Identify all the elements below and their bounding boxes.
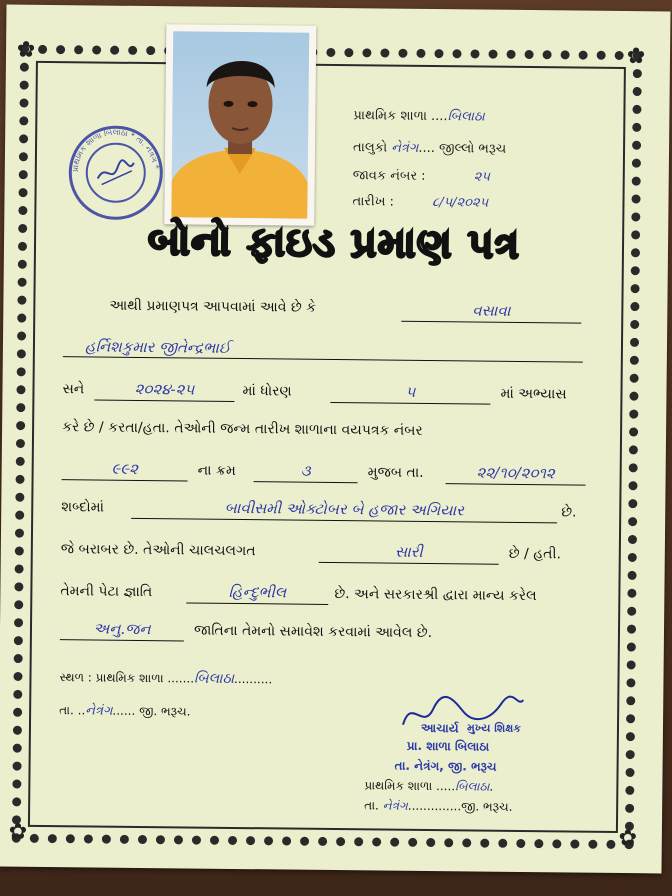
student-photo-image [171, 31, 309, 218]
district-text: .... જીલ્લો ભરૂચ [418, 140, 507, 157]
category-value: અનુ.જન [60, 617, 184, 641]
year-prefix: સને [62, 381, 85, 398]
place-label: સ્થળ : પ્રાથમિક શાળા ....... [59, 670, 195, 686]
student-photo [164, 24, 316, 226]
caste-value: હિન્દુભીલ [186, 580, 328, 604]
certificate-paper [0, 5, 670, 874]
conduct-end: છે / હતી. [508, 545, 562, 563]
stamp-taluka: તા. નેત્રંગ, જી. ભરૂચ [394, 758, 497, 774]
seal-signature-icon [87, 144, 144, 201]
taluka-label: તાલુકો [352, 140, 388, 156]
studying-text: માં અભ્યાસ [500, 385, 567, 403]
words-end: છે. [561, 504, 577, 521]
date-field [352, 194, 488, 210]
in-words-label: શબ્દોમાં [61, 499, 105, 516]
student-name-value: હર્નિશકુમાર જીતેન્દ્રભાઈ [63, 335, 583, 362]
dob-value: ૨૨/૧૦/૨૦૧૨ [446, 461, 586, 485]
stamp-school: પ્રા. શાળા બિલાઠા [406, 738, 490, 754]
seal-ring-text: પ્રાથમિક શાળા બિલાઠા * તા. નેત્રંગ * [70, 127, 161, 173]
seal-inner-ring [85, 142, 146, 203]
school-name-field [353, 108, 485, 124]
standard-label: માં ધોરણ [242, 383, 292, 400]
footer-ta-end: ...... જી. ભરૂચ. [112, 703, 191, 719]
date-label: તારીખ : [352, 194, 395, 210]
place-field: સ્થળ : પ્રાથમિક શાળા .......બિલાઠા.......... [59, 670, 273, 687]
stamp-ta-line-end: ..............જી. ભરૂચ. [407, 798, 513, 814]
serial-label: ના ક્રમ [197, 462, 236, 479]
flower-ornament-icon: ✿ [16, 37, 36, 63]
caste-label: તેમની પેટા જ્ઞાતિ [60, 583, 153, 601]
stamp-school-line: પ્રાથમિક શાળા .....બિલાઠા. [364, 778, 494, 794]
outward-value: ૨૫ [473, 169, 491, 185]
flower-ornament-icon: ✿ [8, 819, 28, 845]
category-end-text: જાતિના તેમનો સમાવેશ કરવામાં આવેલ છે. [193, 622, 433, 642]
serial-value: ૩ [254, 459, 358, 483]
stamp-ta-line-value: નેત્રંગ [382, 798, 408, 813]
principal-signature: આચાર્ય [420, 720, 459, 736]
footer-ta-value: નેત્રંગ [85, 703, 113, 719]
school-seal [68, 125, 163, 220]
date-value: ૮/૫/૨૦૨૫ [431, 195, 489, 211]
surname-value: વસાવા [401, 299, 581, 324]
certificate-title: બોનો ફાઇડ પ્રમાણ પત્ર [147, 218, 521, 268]
attendance-text: કરે છે / કરતા/હતા. તેઓની જન્મ તારીખ શાળાના વયપત્રક નંબર [62, 419, 423, 439]
place-value: બિલાઠા [193, 670, 235, 687]
dob-words-value: બાવીસમી ઓક્ટોબર બે હજાર અગિયાર [131, 496, 557, 523]
flower-ornament-icon: ✿ [626, 44, 646, 70]
conduct-value: સારી [319, 540, 499, 565]
school-label: પ્રાથમિક શાળા .... [353, 108, 448, 125]
register-number-value: ૯૯૨ [62, 457, 188, 481]
conduct-label: જે બરાબર છે. તેઓની ચાલચલગત [60, 541, 256, 560]
school-value: બિલાઠા [447, 109, 485, 125]
outward-number-field [353, 168, 490, 184]
outward-label: જાવક નંબર : [352, 168, 426, 184]
standard-value: ૫ [330, 380, 490, 405]
academic-year-value: ૨૦૨૪-૨૫ [94, 377, 234, 401]
footer-taluka-field [59, 703, 190, 719]
taluka-field [353, 140, 506, 157]
stamp-role: મુખ્ય શિક્ષક [466, 721, 522, 735]
stamp-ta-line [364, 798, 512, 815]
stamp-school-line-label: પ્રાથમિક શાળા ..... [364, 778, 456, 794]
caste-end-text: છે. અને સરકારશ્રી દ્વારા માન્ય કરેલ [334, 586, 537, 605]
stamp-ta-line-label: તા. [364, 798, 379, 813]
intro-text: આથી પ્રમાણપત્ર આપવામાં આવે છે કે [109, 297, 317, 316]
as-per-label: મુજબ તા. [367, 464, 424, 481]
flower-ornament-icon: ✿ [618, 826, 638, 852]
taluka-value: નેત્રંગ [391, 140, 419, 156]
stamp-school-line-value: બિલાઠા [455, 779, 490, 794]
footer-ta-label: તા. .. [59, 703, 86, 718]
